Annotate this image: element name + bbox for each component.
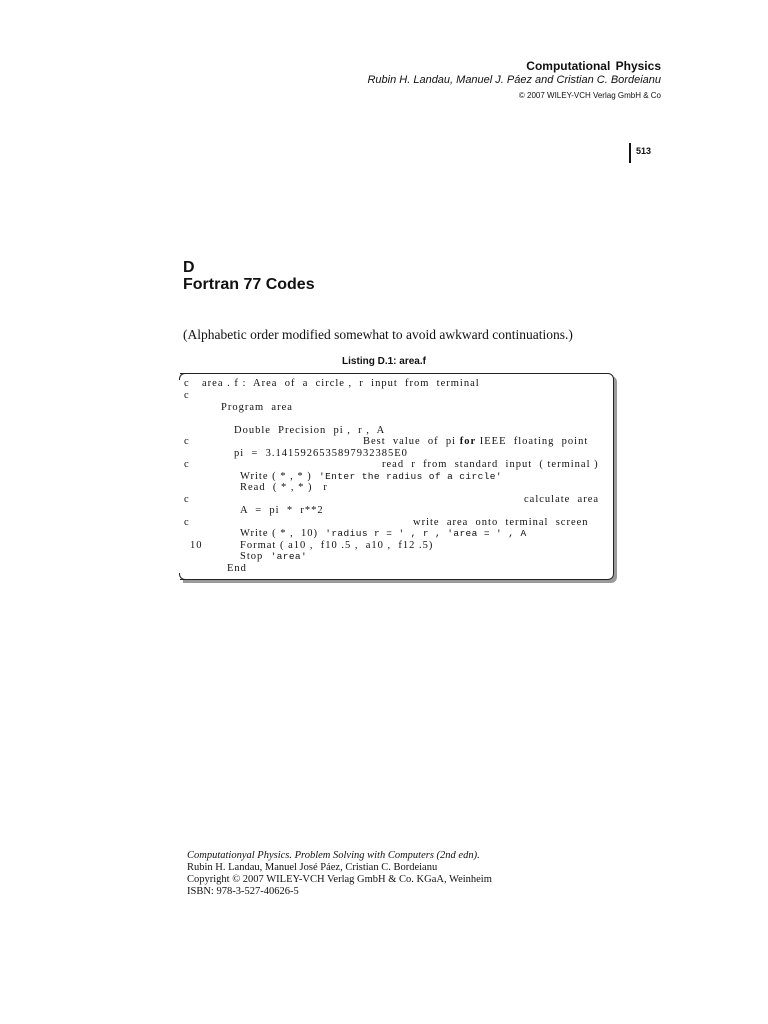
code-line	[180, 528, 613, 540]
running-header-copyright: © 2007 WILEY-VCH Verlag GmbH & Co	[518, 91, 661, 100]
code-text	[363, 436, 588, 448]
page-number: 513	[636, 146, 652, 156]
code-text: area . f : Area of a circle , r input from terminal	[202, 378, 480, 389]
footer-authors: Rubin H. Landau, Manuel José Páez, Cristian C. Bordeianu	[187, 862, 438, 873]
comment-text: IEEE floating point	[476, 436, 589, 447]
string-literal: 'Enter the radius of a circle'	[318, 471, 503, 482]
code-text: write area onto terminal screen	[413, 517, 589, 528]
code-line	[180, 459, 613, 471]
comment-marker: c	[184, 494, 190, 505]
code-listing	[180, 373, 614, 580]
string-literal: 'radius r = ' , r , 'area = ' , A	[325, 528, 527, 539]
code-text: Read ( * , * ) r	[240, 482, 328, 493]
code-line	[180, 482, 613, 494]
code-text: Program area	[221, 402, 293, 413]
code-line	[180, 551, 613, 563]
code-text: pi = 3.1415926535897932385E0	[234, 448, 408, 459]
page-number-rule	[629, 143, 631, 163]
code-line	[180, 402, 613, 414]
code-text: Double Precision pi , r , A	[234, 425, 386, 436]
comment-marker: c	[184, 390, 190, 401]
keyword-for: for	[459, 436, 477, 447]
footer-book-title: Computationyal Physics. Problem Solving with Computers (2nd edn).	[187, 850, 480, 861]
comment-marker: c	[184, 378, 190, 389]
appendix-letter: D	[183, 259, 195, 276]
code-text: A = pi * r**2	[240, 505, 324, 516]
string-literal: 'area'	[270, 551, 308, 562]
code-text	[240, 551, 307, 563]
code-text: Format ( a10 , f10 .5 , a10 , f12 .5)	[240, 540, 434, 551]
intro-note: (Alphabetic order modified somewhat to avoid awkward continuations.)	[183, 327, 573, 342]
code-stmt: Write ( * , 10)	[240, 528, 326, 539]
code-line	[180, 563, 613, 575]
code-line	[180, 390, 613, 402]
footer-isbn: ISBN: 978-3-527-40626-5	[187, 886, 299, 897]
code-stmt: Stop	[240, 551, 271, 562]
running-header-title: Computational Physics	[526, 59, 661, 73]
footer-copyright: Copyright © 2007 WILEY-VCH Verlag GmbH & Co. KGaA, Weinheim	[187, 874, 492, 885]
running-header-authors: Rubin H. Landau, Manuel J. Páez and Cristian C. Bordeianu	[367, 74, 661, 86]
statement-label: 10	[190, 540, 203, 551]
code-line	[180, 378, 613, 390]
code-text: read r from standard input ( terminal )	[382, 459, 599, 470]
code-text	[240, 528, 527, 540]
listing-caption: Listing D.1: area.f	[342, 356, 426, 367]
code-line	[180, 505, 613, 517]
code-text: calculate area	[524, 494, 600, 505]
code-text: End	[227, 563, 247, 574]
comment-marker: c	[184, 436, 190, 447]
comment-text: Best value of pi	[363, 436, 460, 447]
code-stmt: Write ( * , * )	[240, 471, 319, 482]
appendix-title: Fortran 77 Codes	[183, 276, 315, 293]
comment-marker: c	[184, 517, 190, 528]
code-line	[180, 436, 613, 448]
comment-marker: c	[184, 459, 190, 470]
